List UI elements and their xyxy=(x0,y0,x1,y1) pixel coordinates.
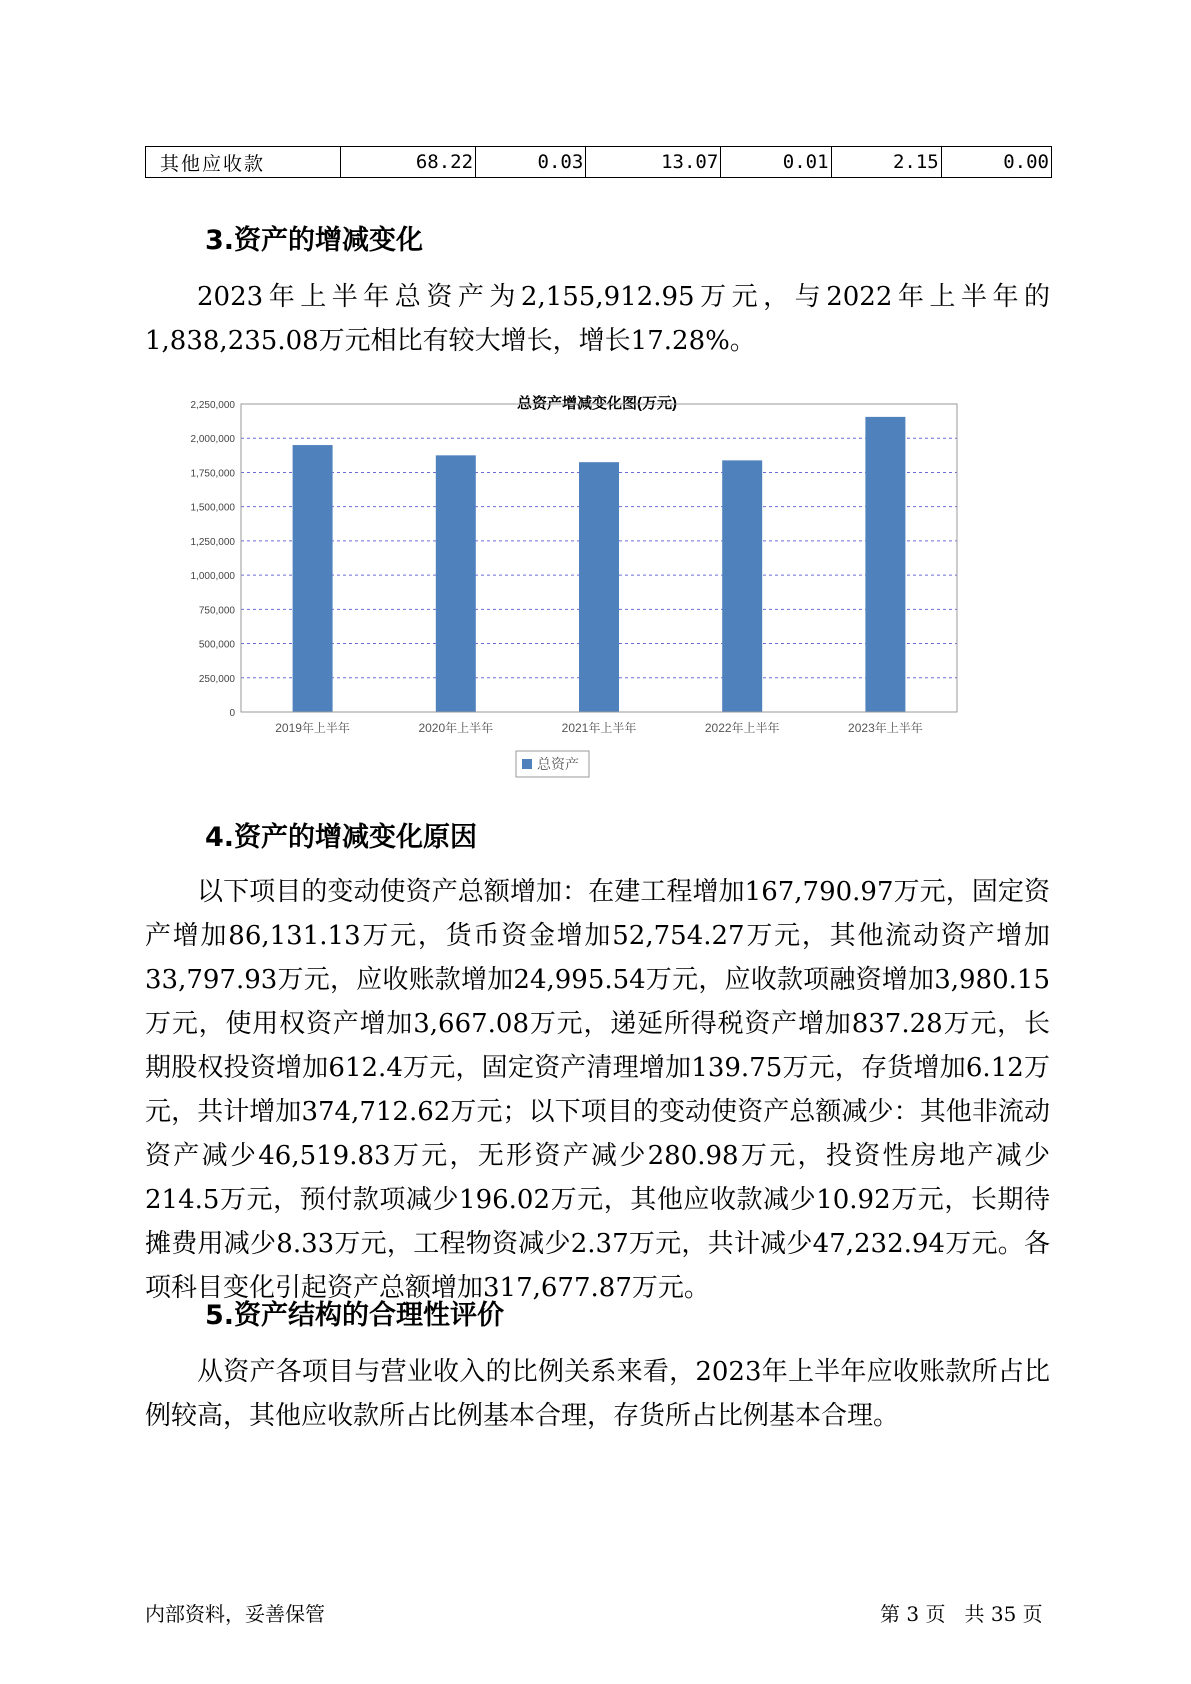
x-axis-tick-labels xyxy=(275,720,923,735)
legend-label: 总资产 xyxy=(537,756,579,772)
cell-value: 2.15 xyxy=(831,147,941,178)
y-tick-label: 750,000 xyxy=(198,605,235,617)
cell-value: 0.00 xyxy=(941,147,1051,178)
y-tick-label: 250,000 xyxy=(198,673,235,685)
bar xyxy=(436,455,476,712)
cell-value: 68.22 xyxy=(341,147,476,178)
x-tick-label: 2023年上半年 xyxy=(848,721,923,735)
section-3-paragraph: 2023年上半年总资产为2,155,912.95万元，与2022年上半年的1,838,235.08万元相比有较大增长，增长17.28%。 xyxy=(145,282,1050,356)
chart-legend xyxy=(516,751,589,777)
other-receivables-table-row xyxy=(145,146,1052,178)
section-5-heading: 5.资产结构的合理性评价 xyxy=(205,1300,505,1331)
bar xyxy=(579,462,619,712)
y-tick-label: 500,000 xyxy=(198,639,235,651)
legend-swatch xyxy=(522,759,532,769)
y-tick-label: 0 xyxy=(229,708,235,719)
section-4-heading: 4.资产的增减变化原因 xyxy=(205,822,478,853)
cell-value: 0.03 xyxy=(476,147,586,178)
table-row xyxy=(146,147,1052,178)
y-tick-label: 1,500,000 xyxy=(190,502,235,514)
chart-title: 总资产增减变化图(万元) xyxy=(517,395,677,412)
y-tick-label: 2,250,000 xyxy=(190,400,235,411)
section-3-heading: 3.资产的增减变化 xyxy=(205,225,424,256)
section-4-paragraph: 以下项目的变动使资产总额增加：在建工程增加167,790.97万元，固定资产增加86,131.13万元，货币资金增加52,754.27万元，其他流动资产增加33,797.93万元，应收账款增加24,995.54万元，应收款项融资增加3,980.15万元，使用权资产增加3,667.08万元，递延所得税资产增加837.28万元，长期股权投资增加612.4万元，固定资产清理增加139.75万元，存货增加6.12万元，共计增加374,712.62万元；以下项目的变动使资产总额减少：其他非流动资产减少46,519.83万元，无形资产减少280.98万元，投资性房地产减少214.5万元，预付款项减少196.02万元，其他应收款减少10.92万元，长期待摊费用减少8.33万元，工程物资减少2.37万元，共计减少47,232.94万元。各项科目变化引起资产总额增加317,677.87万元。 xyxy=(145,877,1050,1303)
bar xyxy=(722,460,762,712)
section-5-paragraph: 从资产各项目与营业收入的比例关系来看，2023年上半年应收账款所占比例较高，其他应收款所占比例基本合理，存货所占比例基本合理。 xyxy=(145,1357,1050,1431)
y-tick-label: 1,250,000 xyxy=(190,536,235,548)
row-label: 其他应收款 xyxy=(146,147,341,178)
total-assets-bar-chart xyxy=(145,388,1050,848)
x-tick-label: 2022年上半年 xyxy=(704,721,780,735)
y-tick-label: 1,750,000 xyxy=(190,468,235,480)
x-tick-label: 2020年上半年 xyxy=(418,721,494,735)
footer-confidential-note: 内部资料，妥善保管 xyxy=(145,1602,325,1626)
y-axis-tick-labels xyxy=(191,400,236,719)
y-tick-label: 1,000,000 xyxy=(190,571,235,583)
cell-value: 13.07 xyxy=(586,147,721,178)
bar xyxy=(865,417,905,712)
footer-page-number: 第 3 页 共 35 页 xyxy=(880,1602,1043,1626)
y-tick-label: 2,000,000 xyxy=(190,434,235,446)
x-tick-label: 2019年上半年 xyxy=(275,721,350,735)
x-tick-label: 2021年上半年 xyxy=(561,721,637,735)
bar xyxy=(293,445,333,712)
cell-value: 0.01 xyxy=(721,147,831,178)
chart-bars xyxy=(293,417,906,712)
